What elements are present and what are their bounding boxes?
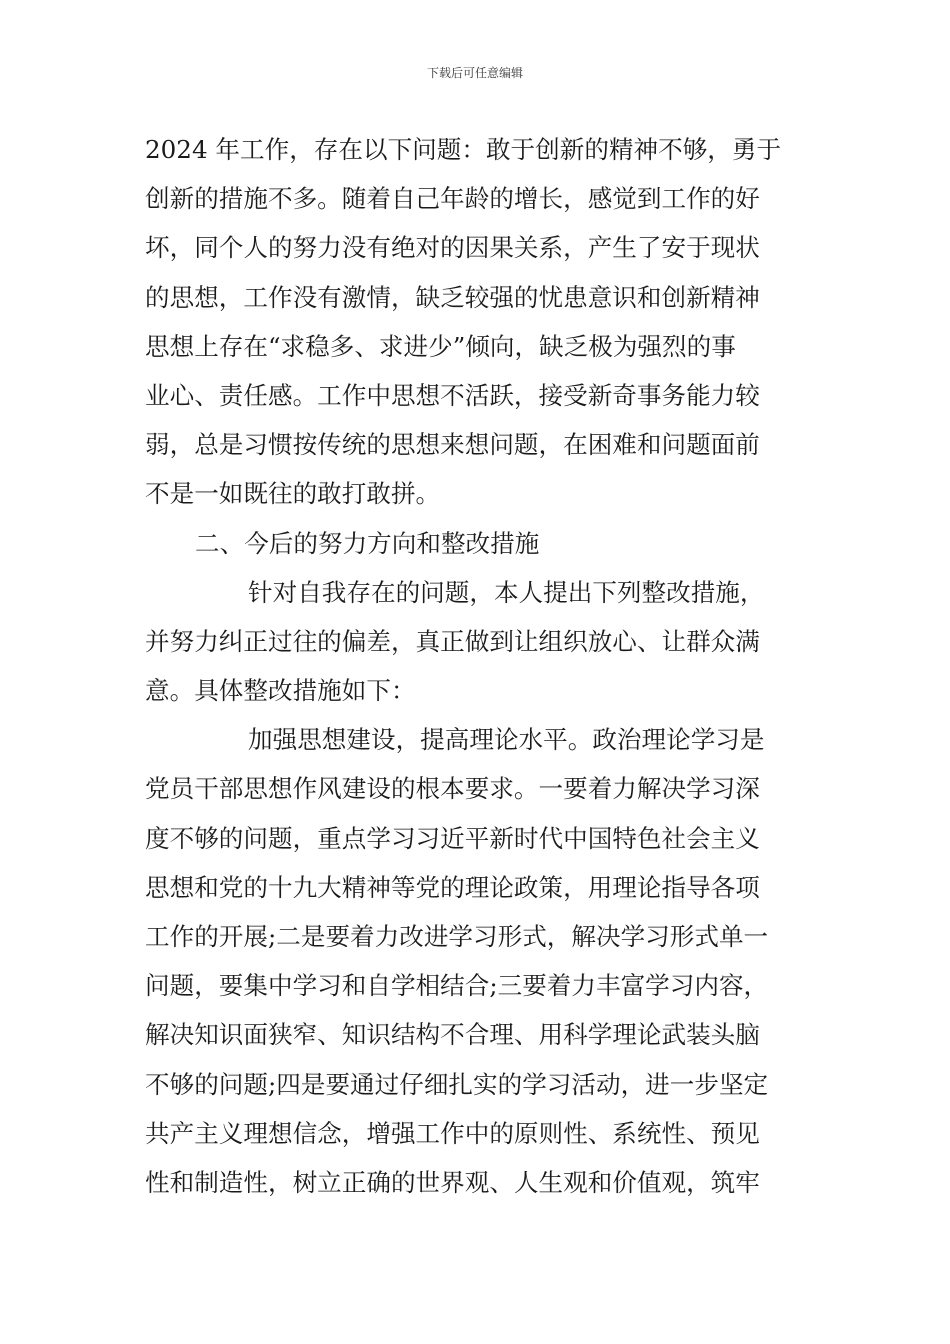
- text-line: 业心、责任感。工作中思想不活跃，接受新奇事务能力较: [145, 380, 760, 410]
- page-header-note: 下载后可任意编辑: [426, 66, 523, 80]
- text-line: 不是一如既往的敢打敢拼。: [145, 479, 441, 509]
- text-line: 针对自我存在的问题，本人提出下列整改措施，: [248, 577, 765, 607]
- text-line: 工作的开展;二是要着力改进学习形式，解决学习形式单一: [145, 922, 769, 951]
- text-line: 不够的问题;四是要通过仔细扎实的学习活动，进一步坚定: [145, 1069, 769, 1099]
- heading-line: 二、今后的努力方向和整改措施: [195, 528, 540, 558]
- text-line: 坏，同个人的努力没有绝对的因果关系，产生了安于现状: [145, 233, 760, 263]
- text-line: 共产主义理想信念，增强工作中的原则性、系统性、预见: [145, 1118, 760, 1148]
- paragraph-strengthen-thought: [145, 715, 805, 1207]
- text-line: 弱，总是习惯按传统的思想来想问题，在困难和问题面前: [145, 430, 760, 460]
- text-line: 创新的措施不多。随着自己年龄的增长，感觉到工作的好: [145, 184, 760, 214]
- text-line: 加强思想建设，提高理论水平。政治理论学习是: [248, 725, 765, 755]
- text-line: 问题，要集中学习和自学相结合;三要着力丰富学习内容，: [145, 971, 769, 1001]
- text-line: 解决知识面狭窄、知识结构不合理、用科学理论武装头脑: [145, 1020, 760, 1050]
- text-line: 的思想，工作没有激情，缺乏较强的忧患意识和创新精神: [145, 282, 760, 312]
- section-heading: [145, 519, 805, 568]
- text-line: 思想和党的十九大精神等党的理论政策，用理论指导各项: [145, 872, 760, 902]
- text-line: 度不够的问题，重点学习习近平新时代中国特色社会主义: [145, 823, 760, 853]
- text-line: 意。具体整改措施如下：: [145, 676, 416, 706]
- text-line: 并努力纠正过往的偏差，真正做到让组织放心、让群众满: [145, 626, 760, 656]
- text-line: 党员干部思想作风建设的根本要求。一要着力解决学习深: [145, 774, 760, 804]
- document-body: [145, 125, 805, 1207]
- text-line: 性和制造性，树立正确的世界观、人生观和价值观，筑牢: [145, 1167, 760, 1197]
- paragraph-intro-measures: [145, 568, 805, 716]
- text-line: 思想上存在“求稳多、求进少”倾向，缺乏极为强烈的事: [145, 331, 736, 361]
- paragraph-problems: [145, 125, 805, 519]
- text-line: 2024 年工作，存在以下问题：敢于创新的精神不够，勇于: [145, 135, 782, 164]
